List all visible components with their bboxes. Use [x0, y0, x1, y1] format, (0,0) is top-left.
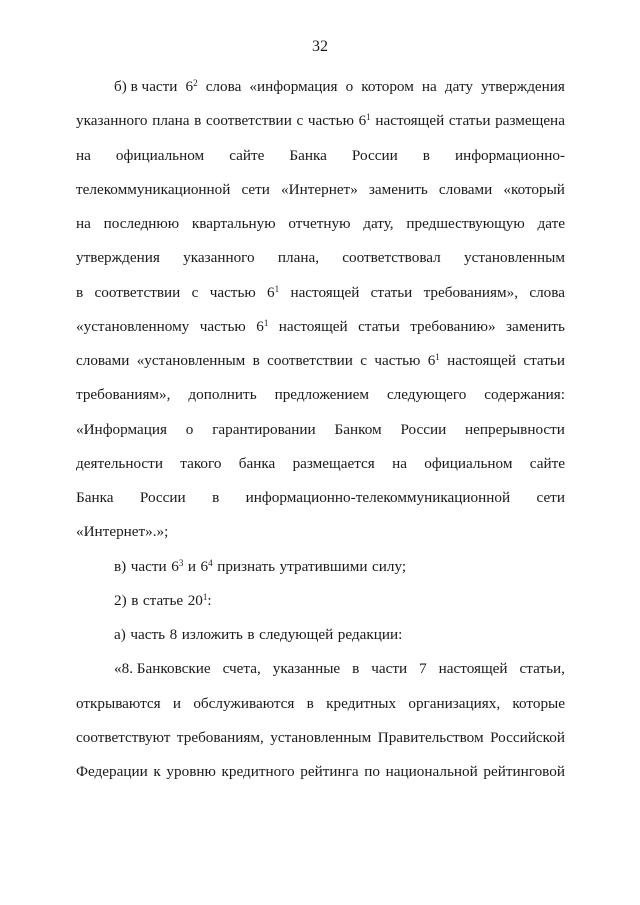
text-line — [76, 762, 565, 782]
word: утверждения — [481, 78, 565, 95]
word: сайте — [529, 455, 565, 472]
word: в — [76, 284, 84, 301]
text-line — [76, 385, 565, 405]
word: России — [400, 421, 447, 438]
text-line — [114, 557, 565, 577]
word: $6^1$ — [358, 112, 371, 129]
word: статье — [142, 592, 184, 609]
word: утверждения — [76, 249, 160, 266]
word: организациях, — [408, 695, 501, 712]
word: частью — [199, 318, 246, 335]
word: следующего — [386, 386, 467, 403]
word: $6^1$ — [267, 284, 280, 301]
word: размещена — [495, 112, 565, 129]
word: $6^4$ — [200, 558, 213, 575]
word: содержания: — [484, 386, 565, 403]
word: требованиям, — [176, 729, 264, 746]
superscript: 3 — [178, 558, 184, 569]
superscript: 1 — [274, 284, 280, 295]
word: предшествующую — [406, 215, 525, 232]
word: Правительством — [377, 729, 484, 746]
word: требованиям», — [423, 284, 519, 301]
word: редакции: — [337, 626, 403, 643]
word: требованиям», — [76, 386, 171, 403]
word: плана, — [277, 249, 320, 266]
word: «Интернет» — [281, 181, 358, 198]
word: дате — [537, 215, 565, 232]
word: в — [422, 147, 430, 164]
word: изложить — [181, 626, 243, 643]
word: а) — [114, 626, 126, 643]
word: и — [187, 558, 196, 575]
word: в) — [114, 558, 127, 575]
word: статьи — [370, 284, 413, 301]
word: утратившими — [279, 558, 368, 575]
text-line — [76, 420, 565, 440]
word: установленным — [464, 249, 565, 266]
text-line — [76, 351, 565, 371]
word: гарантировании — [212, 421, 316, 438]
word: рейтинговой — [483, 763, 565, 780]
word: официальном — [115, 147, 205, 164]
word: по — [364, 763, 380, 780]
superscript: 1 — [202, 592, 208, 603]
word: статьи, — [519, 660, 565, 677]
word: счета, — [222, 660, 261, 677]
word: соответствии — [94, 284, 181, 301]
word: размещается — [292, 455, 375, 472]
word: «установленным — [136, 352, 246, 369]
word: «Информация — [76, 421, 167, 438]
text-line — [76, 454, 565, 474]
word: в — [194, 112, 202, 129]
word: России — [351, 147, 398, 164]
word: в — [212, 489, 220, 506]
word: статьи — [358, 318, 400, 335]
word: дату — [444, 78, 473, 95]
text-line — [76, 728, 565, 748]
word: 8 — [169, 626, 178, 643]
word: $6^1$ — [427, 352, 440, 369]
word: в — [252, 352, 260, 369]
word: котором — [361, 78, 414, 95]
word: «информация — [249, 78, 338, 95]
text-line — [76, 694, 565, 714]
word: частью — [374, 352, 421, 369]
word: настоящей — [290, 284, 360, 301]
word: слова — [205, 78, 242, 95]
word: к — [153, 763, 161, 780]
word: в — [352, 660, 360, 677]
word: Федерации — [76, 763, 148, 780]
text-line — [114, 77, 565, 97]
word: «8. Банковские — [114, 660, 211, 677]
word: деятельности — [76, 455, 163, 472]
word: сети — [536, 489, 565, 506]
word: информационно- — [454, 147, 565, 164]
word: следующей — [259, 626, 334, 643]
word: в — [131, 592, 139, 609]
superscript: 1 — [263, 318, 269, 329]
word: соответствии — [206, 112, 292, 129]
word: Банка — [289, 147, 327, 164]
word: частью — [209, 284, 256, 301]
word: такого — [180, 455, 222, 472]
word: России — [139, 489, 186, 506]
word: части — [130, 558, 167, 575]
word: и — [172, 695, 182, 712]
word: силу; — [372, 558, 407, 575]
word: на — [76, 215, 91, 232]
text-line — [76, 180, 565, 200]
text-line — [114, 625, 565, 645]
word: на — [421, 78, 437, 95]
word: на — [76, 147, 91, 164]
text-line — [76, 111, 565, 131]
word: с — [191, 284, 199, 301]
word: 2) — [114, 592, 127, 609]
word: уровню — [166, 763, 216, 780]
word: установленным — [270, 729, 372, 746]
word: предложением — [274, 386, 369, 403]
word: 7 — [419, 660, 427, 677]
word: часть — [130, 626, 166, 643]
word: соответствии — [267, 352, 353, 369]
word: информационно-телекоммуникационной — [245, 489, 511, 506]
word: обслуживаются — [193, 695, 295, 712]
word: «Интернет».»; — [76, 523, 169, 540]
text-line — [76, 248, 565, 268]
superscript: 2 — [193, 78, 198, 89]
text-line — [76, 283, 565, 303]
word: указанного — [76, 112, 148, 129]
word: непрерывности — [465, 421, 565, 438]
word: словами — [76, 352, 130, 369]
word: рейтинга — [300, 763, 359, 780]
word: признать — [217, 558, 276, 575]
word: которые — [512, 695, 565, 712]
text-line — [114, 591, 565, 611]
word: заменить — [368, 181, 428, 198]
word: о — [185, 421, 194, 438]
word: плана — [152, 112, 190, 129]
word: соответствовал — [342, 249, 441, 266]
word: с — [296, 112, 304, 129]
word: Банка — [76, 489, 114, 506]
word: национальной — [385, 763, 478, 780]
word: отчетную — [288, 215, 351, 232]
word: $6^2$ — [185, 78, 198, 95]
word: в — [247, 626, 255, 643]
word: о — [345, 78, 354, 95]
word: б) в части — [114, 78, 178, 95]
word: в — [306, 695, 314, 712]
word: открываются — [76, 695, 161, 712]
word: сети — [241, 181, 270, 198]
word: указанного — [183, 249, 255, 266]
word: официальном — [424, 455, 513, 472]
word: частью — [307, 112, 354, 129]
word: последнюю — [103, 215, 180, 232]
word: $6^1$ — [256, 318, 269, 335]
superscript: 1 — [435, 352, 440, 363]
word: настоящей — [447, 352, 517, 369]
text-line — [76, 488, 565, 508]
word: «который — [503, 181, 565, 198]
word: на — [392, 455, 407, 472]
word: дату, — [363, 215, 394, 232]
word: словами — [438, 181, 493, 198]
word: телекоммуникационной — [76, 181, 231, 198]
word: слова — [529, 284, 565, 301]
word: кредитных — [326, 695, 397, 712]
word: «установленному — [76, 318, 190, 335]
word: с — [360, 352, 368, 369]
page-number: 32 — [312, 38, 328, 55]
word: $6^3$ — [171, 558, 184, 575]
superscript: 1 — [366, 112, 371, 123]
word: настоящей — [375, 112, 445, 129]
text-line — [76, 146, 565, 166]
word: сайте — [229, 147, 265, 164]
word: заменить — [506, 318, 565, 335]
word: Банком — [334, 421, 382, 438]
word: соответствуют — [76, 729, 171, 746]
text-line — [76, 317, 565, 337]
word: квартальную — [191, 215, 276, 232]
word: настоящей — [278, 318, 348, 335]
text-line — [76, 522, 565, 542]
word: статьи — [448, 112, 491, 129]
text-line — [114, 659, 565, 679]
word: требованию» — [410, 318, 496, 335]
word: кредитного — [221, 763, 295, 780]
word: части — [371, 660, 408, 677]
word: настоящей — [438, 660, 508, 677]
word: Российской — [490, 729, 565, 746]
word: указанные — [272, 660, 341, 677]
superscript: 4 — [208, 558, 213, 569]
word: $20^1$: — [187, 592, 212, 609]
text-line — [76, 214, 565, 234]
word: дополнить — [188, 386, 257, 403]
word: банка — [238, 455, 276, 472]
word: статьи — [523, 352, 565, 369]
